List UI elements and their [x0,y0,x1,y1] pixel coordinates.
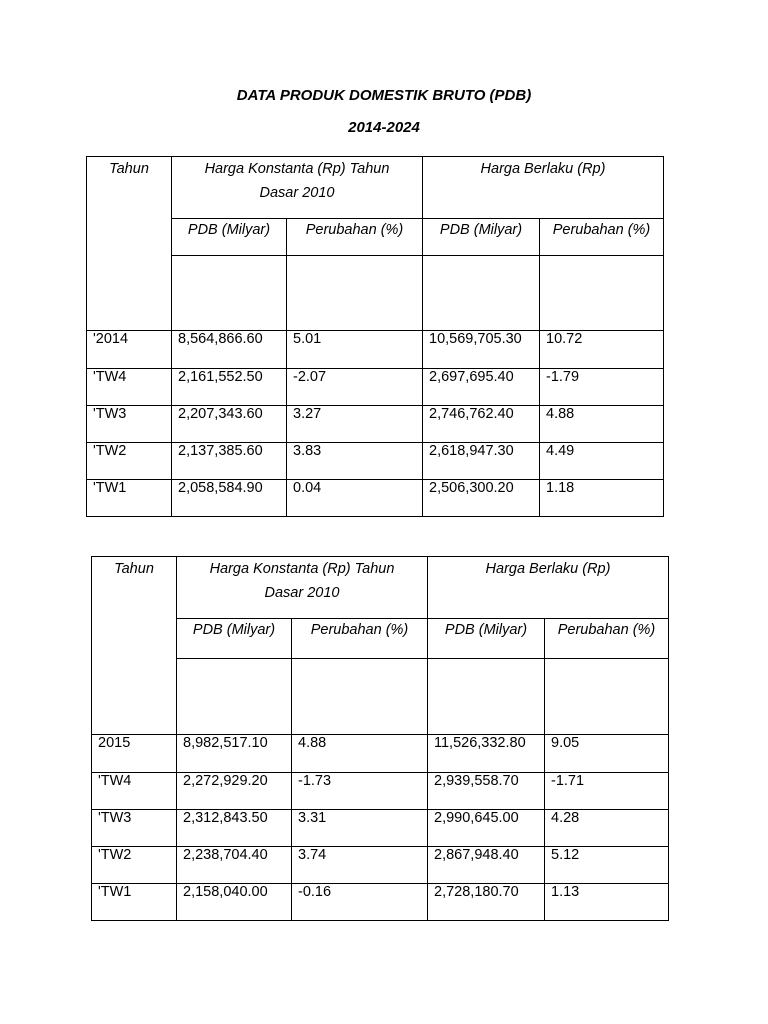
cell-berlaku-pdb: 2,728,180.70 [428,884,545,921]
empty-cell [292,659,428,735]
empty-cell [177,659,292,735]
cell-tahun: 'TW2 [87,443,172,480]
cell-konst-pdb: 2,137,385.60 [172,443,287,480]
cell-berlaku-pdb: 2,618,947.30 [423,443,540,480]
empty-cell [423,256,540,331]
table-row [92,773,669,810]
cell-tahun: 'TW4 [87,369,172,406]
cell-berlaku-pdb: 10,569,705.30 [423,331,540,369]
cell-tahun: 'TW3 [87,406,172,443]
empty-cell [287,256,423,331]
cell-konst-pct: 3.74 [292,847,428,884]
table-row [92,884,669,921]
cell-berlaku-pdb: 2,697,695.40 [423,369,540,406]
cell-konst-pct: 3.83 [287,443,423,480]
cell-berlaku-pct: 5.12 [545,847,669,884]
header-harga-konstanta: Harga Konstanta (Rp) Tahun Dasar 2010 [177,557,428,619]
pdb-table-2014 [86,156,664,517]
table-row [87,331,664,369]
cell-konst-pdb: 2,161,552.50 [172,369,287,406]
cell-konst-pdb: 8,564,866.60 [172,331,287,369]
header-harga-berlaku: Harga Berlaku (Rp) [428,557,669,619]
cell-tahun: '2014 [87,331,172,369]
empty-cell [172,256,287,331]
cell-konst-pdb: 8,982,517.10 [177,735,292,773]
cell-berlaku-pct: 10.72 [540,331,664,369]
cell-tahun: 'TW1 [92,884,177,921]
header-perubahan-berlaku: Perubahan (%) [540,219,664,256]
cell-berlaku-pct: 9.05 [545,735,669,773]
cell-berlaku-pdb: 2,939,558.70 [428,773,545,810]
cell-tahun: 2015 [92,735,177,773]
cell-konst-pct: -0.16 [292,884,428,921]
cell-konst-pct: 3.27 [287,406,423,443]
cell-berlaku-pdb: 2,867,948.40 [428,847,545,884]
cell-berlaku-pdb: 2,506,300.20 [423,480,540,517]
header-pdb-berlaku: PDB (Milyar) [423,219,540,256]
cell-konst-pdb: 2,238,704.40 [177,847,292,884]
empty-cell [540,256,664,331]
cell-konst-pct: 3.31 [292,810,428,847]
header-harga-konstanta: Harga Konstanta (Rp) Tahun Dasar 2010 [172,157,423,219]
table-row [87,480,664,517]
table-row [92,847,669,884]
cell-tahun: 'TW1 [87,480,172,517]
empty-cell [428,659,545,735]
cell-berlaku-pct: 4.49 [540,443,664,480]
header-pdb-berlaku: PDB (Milyar) [428,619,545,659]
cell-konst-pct: 0.04 [287,480,423,517]
pdb-table-2015 [91,556,669,921]
cell-konst-pct: -2.07 [287,369,423,406]
cell-konst-pdb: 2,272,929.20 [177,773,292,810]
document-subtitle: 2014-2024 [348,119,420,136]
table-row [87,443,664,480]
cell-berlaku-pdb: 2,990,645.00 [428,810,545,847]
table-row [87,406,664,443]
cell-berlaku-pct: 4.88 [540,406,664,443]
header-perubahan-konstan: Perubahan (%) [287,219,423,256]
table-row [92,810,669,847]
cell-berlaku-pdb: 11,526,332.80 [428,735,545,773]
header-tahun: Tahun [92,557,177,735]
document-title: DATA PRODUK DOMESTIK BRUTO (PDB) [236,87,532,104]
header-perubahan-konstan: Perubahan (%) [292,619,428,659]
cell-berlaku-pct: 4.28 [545,810,669,847]
cell-berlaku-pct: -1.79 [540,369,664,406]
table-row [92,735,669,773]
cell-konst-pdb: 2,058,584.90 [172,480,287,517]
cell-berlaku-pdb: 2,746,762.40 [423,406,540,443]
cell-konst-pdb: 2,312,843.50 [177,810,292,847]
cell-konst-pct: 5.01 [287,331,423,369]
cell-konst-pdb: 2,158,040.00 [177,884,292,921]
table-row [87,369,664,406]
cell-konst-pct: -1.73 [292,773,428,810]
header-pdb-konstan: PDB (Milyar) [172,219,287,256]
cell-berlaku-pct: -1.71 [545,773,669,810]
cell-berlaku-pct: 1.13 [545,884,669,921]
cell-tahun: 'TW2 [92,847,177,884]
header-tahun: Tahun [87,157,172,331]
cell-konst-pdb: 2,207,343.60 [172,406,287,443]
header-perubahan-berlaku: Perubahan (%) [545,619,669,659]
header-harga-berlaku: Harga Berlaku (Rp) [423,157,664,219]
cell-tahun: 'TW3 [92,810,177,847]
empty-cell [545,659,669,735]
header-pdb-konstan: PDB (Milyar) [177,619,292,659]
cell-konst-pct: 4.88 [292,735,428,773]
cell-tahun: 'TW4 [92,773,177,810]
cell-berlaku-pct: 1.18 [540,480,664,517]
